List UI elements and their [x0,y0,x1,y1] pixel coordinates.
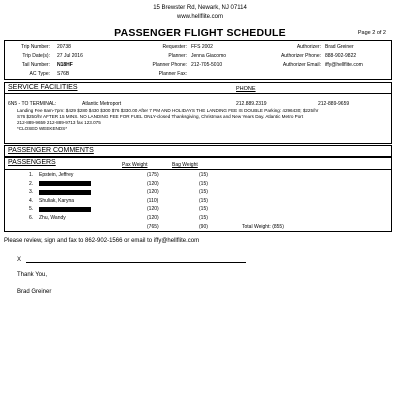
page-title: PASSENGER FLIGHT SCHEDULE [114,27,286,39]
terminal-notes-line-3: 212-889-9659 212-889-9713 fax 123.075 [17,120,101,125]
planner-phone-label: Planner Phone: [152,62,187,68]
passenger-name: Shuliak, Karyna [39,197,75,204]
total-bag-weight: (90) [199,224,208,230]
passenger-number: 3. [29,189,34,196]
signer-name: Brad Greiner [17,289,52,295]
passenger-number: 1. [29,172,34,178]
passenger-pax-weight: (120) [147,206,159,213]
authorizer-email-label: Authorizer Email: [282,62,321,68]
authorizer-label: Authorizer: [296,44,321,50]
total-weight: Total Weight: (855) [242,224,284,230]
review-instruction: Please review, sign and fax to 862-902-1566 or email to iffy@hellflite.com [4,238,200,244]
passenger-comments-heading: PASSENGER COMMENTS [8,147,94,154]
terminal-notes-line-1: Landing Fee 8am-7pm: $429 $280 $430 $300 $76 $330.00 After 7 PM AND HOLIDAYS THE LANDING FEE IS DOUBLE Parking: 4296430; $225/hr [17,108,319,113]
signature-x: X [17,257,22,263]
redacted-passenger-name [39,181,91,186]
trip-number-value: 20738 [57,44,71,50]
authorizer-phone-label: Authorizer Phone: [280,53,321,59]
passenger-bag-weight: (15) [199,215,208,221]
passenger-bag-weight: (15) [199,172,208,178]
planner-fax-label: Planner Fax: [158,71,187,77]
requester-value: FFS 2002 [191,44,213,50]
redacted-passenger-name [39,190,91,195]
terminal-notes-line-4: *CLOSED WEEKENDS* [17,126,68,131]
passenger-bag-weight: (15) [199,206,208,213]
trip-info-box [4,40,392,80]
passengers-heading: PASSENGERS [8,159,56,166]
trip-dates-value: 27 Jul 2016 [57,53,83,59]
tail-number-label: Tail Number: [21,62,50,68]
terminal-name: Atlantic Metroport [82,101,122,107]
passenger-number: 2. [29,180,34,187]
passenger-number: 4. [29,197,34,204]
bag-weight-heading: Bag Weight [172,162,198,168]
passenger-pax-weight: (120) [147,180,159,187]
passengers-box [4,157,392,232]
trip-number-label: Trip Number: [21,44,50,50]
passenger-name: Epstein, Jeffrey [39,172,74,178]
passenger-bag-weight: (15) [199,197,208,204]
total-pax-weight: (765) [147,224,159,230]
service-facilities-box [4,82,392,144]
section-divider [5,93,391,94]
requester-label: Requester: [162,44,187,50]
ac-type-label: AC Type: [29,71,50,77]
passenger-number: 6. [29,215,34,221]
company-website: www.hellflite.com [176,14,223,20]
passenger-number: 5. [29,206,34,213]
pax-weight-heading: Pax Weight [122,162,148,168]
passenger-pax-weight: (120) [147,215,159,221]
passenger-pax-weight: (110) [147,197,159,204]
planner-value: Jenna Giacomo [191,53,227,59]
passengers-divider [5,169,391,170]
passenger-bag-weight: (15) [199,189,208,196]
authorizer-phone-value: 888-902-9822 [325,53,357,59]
passenger-pax-weight: (120) [147,189,159,196]
terminal-phone-1: 212.889.2319 [236,101,267,107]
planner-phone-value: 212-705-5010 [191,62,223,68]
terminal-phone-2: 212-889-9659 [318,101,350,107]
company-address: 15 Brewster Rd, Newark, NJ 07114 [153,5,247,11]
signature-line[interactable] [26,262,246,263]
tail-number-value: N18HF [57,62,73,68]
trip-dates-label: Trip Date(s): [22,53,50,59]
phone-heading: PHONE [236,86,256,92]
authorizer-email-value: iffy@hellflite.com [325,62,363,68]
terminal-notes-line-2: S76 $250/hr AFTER 15 MINS. NO LANDING FEE FOR FUEL ONLY-closed Thanksgiving, Christmas and New Years Day. Atlantic Metro Port [17,114,304,119]
page-number: Page 2 of 2 [357,30,386,36]
passenger-pax-weight: (175) [147,172,159,178]
passenger-comments-box [4,145,392,157]
ac-type-value: S76B [57,71,70,77]
planner-label: Planner: [168,53,187,59]
authorizer-value: Brad Greiner [325,44,354,50]
passenger-bag-weight: (15) [199,180,208,187]
service-facilities-heading: SERVICE FACILITIES [8,84,78,91]
redacted-passenger-name [39,207,91,212]
thank-you: Thank You, [17,272,48,278]
terminal-label: 6N5 - TO TERMINAL: [8,101,57,107]
passenger-name: Zhu, Wandy [39,215,66,221]
